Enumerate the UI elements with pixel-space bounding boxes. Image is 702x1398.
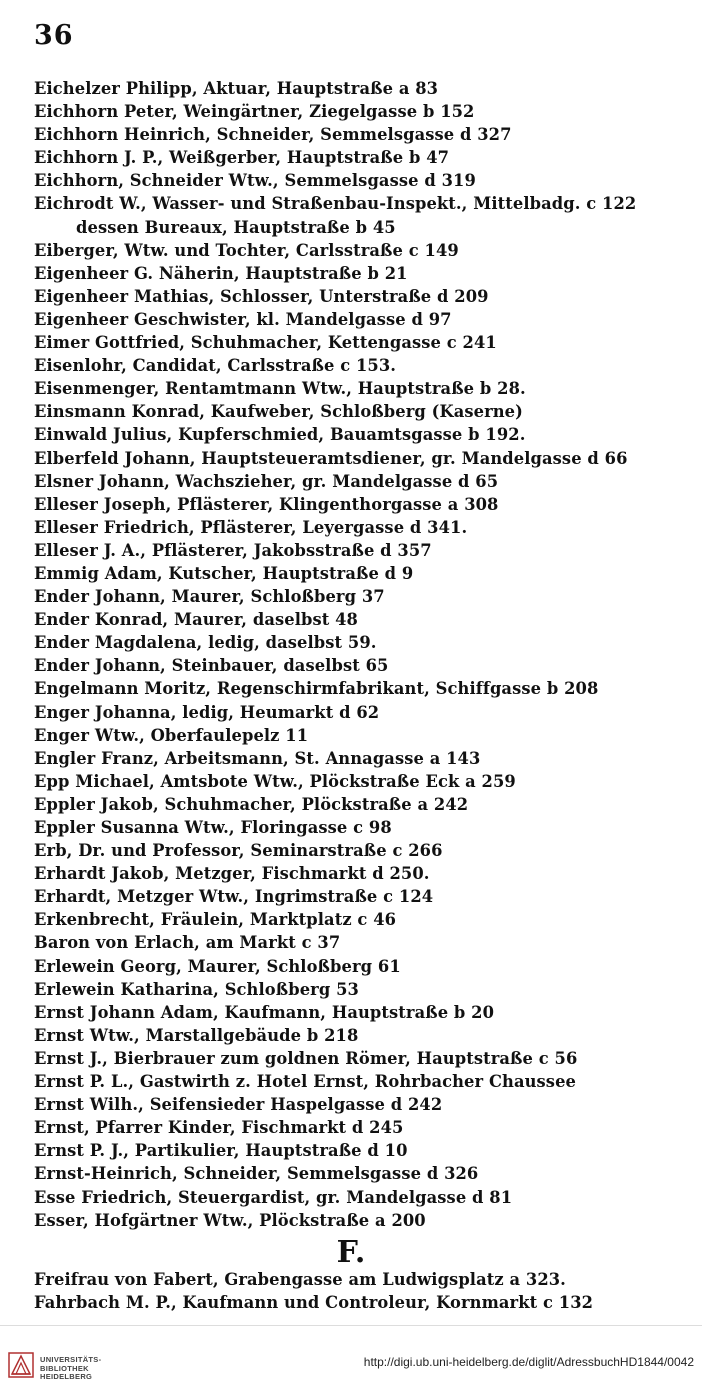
directory-entry: Eichhorn Peter, Weingärtner, Ziegelgasse b 152 bbox=[34, 102, 475, 122]
directory-entries bbox=[34, 77, 698, 1232]
directory-entries-f bbox=[34, 1268, 698, 1314]
library-logo-icon bbox=[8, 1352, 34, 1378]
directory-entry: Elsner Johann, Wachszieher, gr. Mandelgasse d 65 bbox=[34, 471, 499, 491]
directory-entry: Ernst Wtw., Marstallgebäude b 218 bbox=[34, 1025, 359, 1045]
directory-entry: Emmig Adam, Kutscher, Hauptstraße d 9 bbox=[34, 563, 414, 583]
library-name-line: BIBLIOTHEK bbox=[40, 1363, 89, 1373]
directory-entry: Eisenmenger, Rentamtmann Wtw., Hauptstraße b 28. bbox=[34, 379, 526, 399]
directory-entry: Einsmann Konrad, Kaufweber, Schloßberg (Kaserne) bbox=[34, 402, 523, 422]
section-letter: F. bbox=[336, 1235, 366, 1270]
directory-entry: Esse Friedrich, Steuergardist, gr. Mandelgasse d 81 bbox=[34, 1187, 513, 1207]
directory-entry: Eichhorn Heinrich, Schneider, Semmelsgasse d 327 bbox=[34, 125, 512, 145]
library-name-line: UNIVERSITÄTS- bbox=[40, 1355, 102, 1364]
library-name-line: HEIDELBERG bbox=[40, 1372, 93, 1381]
directory-entry: Engelmann Moritz, Regenschirmfabrikant, Schiffgasse b 208 bbox=[34, 679, 599, 699]
directory-entry: Eimer Gottfried, Schuhmacher, Kettengasse c 241 bbox=[34, 333, 497, 353]
footer bbox=[0, 1325, 702, 1398]
directory-entry: Ernst-Heinrich, Schneider, Semmelsgasse d 326 bbox=[34, 1164, 479, 1184]
directory-entry: Ender Konrad, Maurer, daselbst 48 bbox=[34, 610, 358, 630]
directory-entry: Esser, Hofgärtner Wtw., Plöckstraße a 200 bbox=[34, 1210, 426, 1230]
directory-entry: Eppler Susanna Wtw., Floringasse c 98 bbox=[34, 818, 392, 837]
directory-entry: Eiberger, Wtw. und Tochter, Carlsstraße c 149 bbox=[34, 240, 459, 260]
directory-entry: Elleser J. A., Pflästerer, Jakobsstraße d 357 bbox=[34, 540, 432, 560]
directory-entry: Enger Johanna, ledig, Heumarkt d 62 bbox=[34, 702, 380, 722]
directory-entry: Erlewein Georg, Maurer, Schloßberg 61 bbox=[34, 956, 401, 976]
source-url-link[interactable]: http://digi.ub.uni-heidelberg.de/diglit/AdressbuchHD1844/0042 bbox=[363, 1355, 694, 1369]
library-name bbox=[40, 1356, 101, 1382]
directory-entry: Erkenbrecht, Fräulein, Marktplatz c 46 bbox=[34, 910, 397, 930]
directory-entry: Eigenheer G. Näherin, Hauptstraße b 21 bbox=[34, 263, 408, 283]
directory-entry: Elleser Joseph, Pflästerer, Klingenthorgasse a 308 bbox=[34, 494, 499, 514]
directory-entry: Ernst Wilh., Seifensieder Haspelgasse d 242 bbox=[34, 1095, 443, 1115]
directory-entry: Epp Michael, Amtsbote Wtw., Plöckstraße Eck a 259 bbox=[34, 771, 516, 791]
directory-entry: Eichhorn, Schneider Wtw., Semmelsgasse d 319 bbox=[34, 171, 476, 191]
directory-entry: Engler Franz, Arbeitsmann, St. Annagasse a 143 bbox=[34, 748, 481, 768]
directory-entry: dessen Bureaux, Hauptstraße b 45 bbox=[76, 217, 396, 237]
directory-entry: Erb, Dr. und Professor, Seminarstraße c 266 bbox=[34, 841, 443, 861]
directory-entry: Ender Johann, Steinbauer, daselbst 65 bbox=[34, 656, 389, 676]
directory-entry: Erhardt, Metzger Wtw., Ingrimstraße c 124 bbox=[34, 887, 434, 907]
directory-entry: Eichelzer Philipp, Aktuar, Hauptstraße a 83 bbox=[34, 79, 439, 98]
directory-entry: Eichhorn J. P., Weißgerber, Hauptstraße b 47 bbox=[34, 148, 450, 168]
directory-entry: Ernst Johann Adam, Kaufmann, Hauptstraße b 20 bbox=[34, 1002, 495, 1022]
directory-entry: Einwald Julius, Kupferschmied, Bauamtsgasse b 192. bbox=[34, 425, 526, 445]
directory-entry: Baron von Erlach, am Markt c 37 bbox=[34, 933, 341, 953]
directory-entry: Ernst, Pfarrer Kinder, Fischmarkt d 245 bbox=[34, 1118, 404, 1138]
directory-entry: Eisenlohr, Candidat, Carlsstraße c 153. bbox=[34, 356, 397, 376]
directory-entry: Elberfeld Johann, Hauptsteueramtsdiener, gr. Mandelgasse d 66 bbox=[34, 448, 628, 468]
directory-entry: Enger Wtw., Oberfaulepelz 11 bbox=[34, 725, 309, 745]
directory-entry: Erlewein Katharina, Schloßberg 53 bbox=[34, 979, 359, 999]
directory-entry: Ernst P. L., Gastwirth z. Hotel Ernst, Rohrbacher Chaussee bbox=[34, 1072, 576, 1092]
directory-entry: Eigenheer Mathias, Schlosser, Unterstraße d 209 bbox=[34, 286, 489, 306]
directory-entry: Ernst J., Bierbrauer zum goldnen Römer, Hauptstraße c 56 bbox=[34, 1048, 578, 1068]
directory-entry: Ender Magdalena, ledig, daselbst 59. bbox=[34, 633, 377, 653]
directory-entry: Ender Johann, Maurer, Schloßberg 37 bbox=[34, 587, 385, 607]
directory-entry: Eichrodt W., Wasser- und Straßenbau-Inspekt., Mittelbadg. c 122 bbox=[34, 194, 637, 214]
directory-entry: Eppler Jakob, Schuhmacher, Plöckstraße a 242 bbox=[34, 794, 469, 814]
directory-entry: Eigenheer Geschwister, kl. Mandelgasse d 97 bbox=[34, 309, 452, 329]
directory-entry: Freifrau von Fabert, Grabengasse am Ludwigsplatz a 323. bbox=[34, 1270, 566, 1289]
page-number: 36 bbox=[34, 20, 74, 51]
directory-entry: Fahrbach M. P., Kaufmann und Controleur, Kornmarkt c 132 bbox=[34, 1293, 594, 1313]
directory-entry: Ernst P. J., Partikulier, Hauptstraße d 10 bbox=[34, 1141, 408, 1161]
directory-entry: Erhardt Jakob, Metzger, Fischmarkt d 250. bbox=[34, 864, 430, 884]
directory-entry: Elleser Friedrich, Pflästerer, Leyergasse d 341. bbox=[34, 517, 468, 537]
